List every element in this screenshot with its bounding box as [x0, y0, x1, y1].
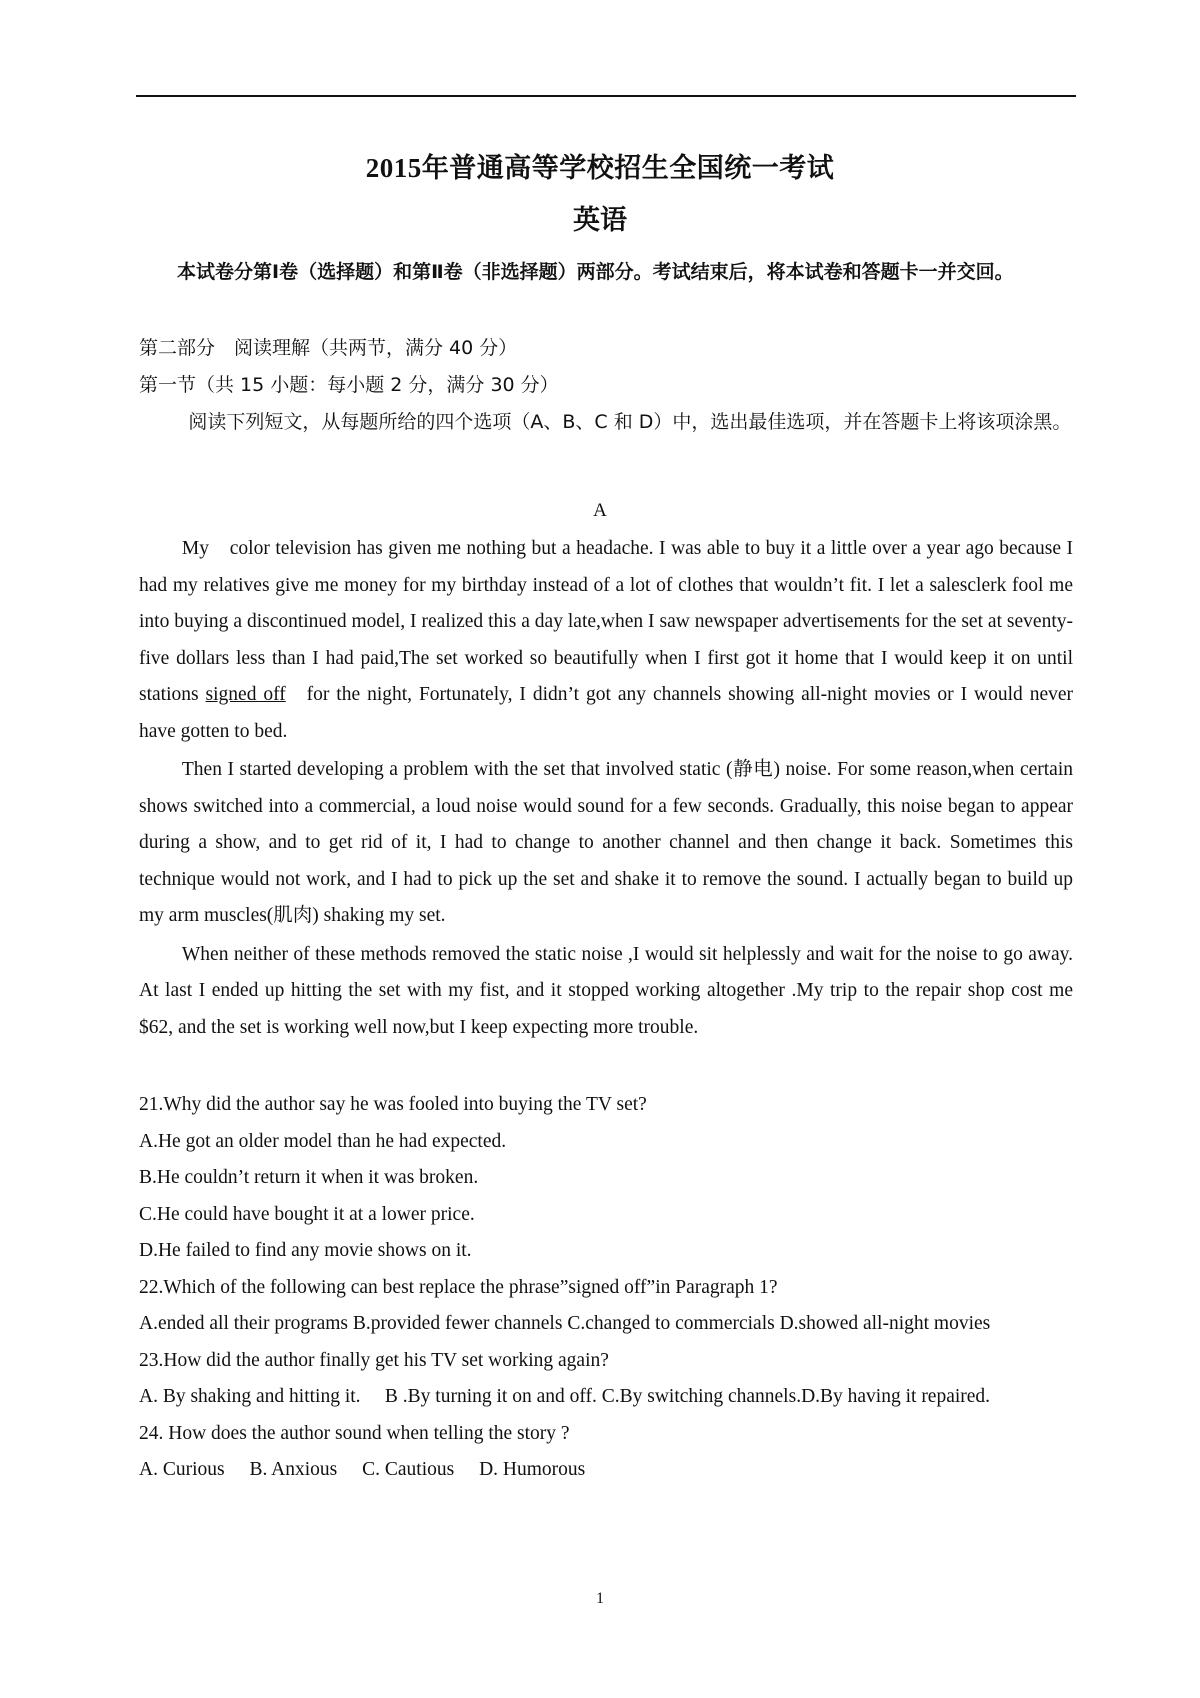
paragraph-2: Then I started developing a problem with the set that involved static (静电) noise. For some reason,when certain shows switched into a commercial, a loud noise would sound for a few seconds. Gradually, this noise began to appear during a show, and to get rid of it, I had to change to another channel and then change it back. Sometimes this technique would not work, and I had to pick up the set and shake it to remove the sound. I actually began to build up my arm muscles(肌肉) shaking my set. [139, 759, 1073, 926]
exam-notice: 本试卷分第Ⅰ卷（选择题）和第Ⅱ卷（非选择题）两部分。考试结束后，将本试卷和答题卡一并交回。 [177, 261, 1014, 283]
question-24-options [139, 1452, 1089, 1489]
paragraph-3: When neither of these methods removed the static noise ,I would sit helplessly and wait for the noise to go away. At last I ended up hitting the set with my fist, and it stopped working altogether .My trip to the repair shop cost me $62, and the set is working well now,but I keep expecting more trouble. [139, 943, 1073, 1038]
question-21-option-d: D.He failed to find any movie shows on it. [139, 1240, 472, 1261]
passage-label: A [593, 500, 607, 521]
part-heading: 第二部分 阅读理解（共两节，满分 40 分） [139, 337, 518, 359]
subsection-heading: 第一节（共 15 小题：每小题 2 分，满分 30 分） [139, 374, 559, 396]
exam-title: 2015年普通高等学校招生全国统一考试 [365, 153, 835, 183]
underlined-phrase: signed off [205, 684, 286, 705]
question-23-stem: 23.How did the author finally get his TV set working again? [139, 1349, 609, 1371]
question-21-stem: 21.Why did the author say he was fooled into buying the TV set? [139, 1094, 647, 1115]
reading-instruction: 阅读下列短文，从每题所给的四个选项（A、B、C 和 D）中，选出最佳选项，并在答题卡上将该项涂黑。 [188, 411, 1072, 433]
header-rule [136, 95, 1076, 97]
question-21-option-b: B.He couldn’t return it when it was broken. [139, 1167, 479, 1188]
question-22-stem: 22.Which of the following can best replace the phrase”signed off”in Paragraph 1? [139, 1276, 778, 1298]
reading-passage [139, 531, 1073, 1048]
question-21-option-a: A.He got an older model than he had expected. [139, 1130, 507, 1152]
paragraph-1-text-b: for the night, Fortunately, I didn’t got any channels showing all-night movies or I would never have gotten to bed. [139, 684, 1074, 742]
question-21-option-c: C.He could have bought it at a lower price. [139, 1203, 475, 1225]
question-24-option-b: B. Anxious [249, 1459, 338, 1480]
question-23-options: A. By shaking and hitting it. B .By turning it on and off. C.By switching channels.D.By having it repaired. [139, 1386, 991, 1407]
subject-title: 英语 [573, 205, 627, 235]
page-number: 1 [596, 1590, 604, 1607]
question-22-options: A.ended all their programs B.provided fewer channels C.changed to commercials D.showed all-night movies [139, 1313, 991, 1334]
question-24-option-d: D. Humorous [479, 1459, 586, 1480]
question-24-option-c: C. Cautious [362, 1459, 455, 1480]
question-24-option-a: A. Curious [139, 1459, 225, 1480]
question-24-stem: 24. How does the author sound when telling the story ? [139, 1422, 570, 1444]
questions-block [139, 1087, 1089, 1489]
paragraph-1-text-a: My color television has given me nothing but a headache. I was able to buy it a little over a year ago because I had my relatives give me money for my birthday instead of a lot of clothes that wouldn’t fit. I let a salesclerk fool me into buying a discontinued model, I realized this a day late,when I saw newspaper advertisements for the set at seventy-five dollars less than I had paid,The set worked so beautifully when I first got it home that I would keep it on until stations [139, 538, 1073, 705]
paragraph-1 [139, 531, 1073, 750]
